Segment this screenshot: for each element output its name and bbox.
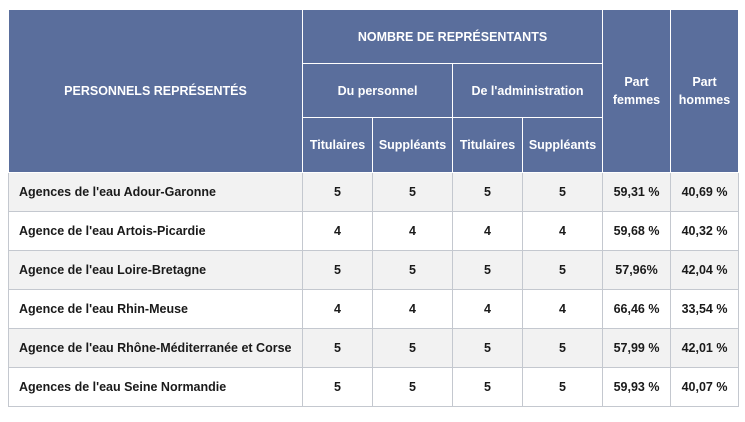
part-hommes: 33,54 % [671,290,739,329]
administration-suppleants: 4 [523,212,603,251]
part-hommes: 42,01 % [671,329,739,368]
part-femmes: 66,46 % [603,290,671,329]
header-suppleants-administration: Suppléants [523,118,603,173]
header-part-hommes: Part hommes [671,10,739,173]
administration-suppleants: 5 [523,368,603,407]
header-suppleants-personnel: Suppléants [373,118,453,173]
representatives-table [8,9,739,407]
administration-titulaires: 4 [453,212,523,251]
personnel-suppleants: 5 [373,329,453,368]
personnel-titulaires: 5 [303,251,373,290]
personnel-suppleants: 4 [373,212,453,251]
agency-name: Agence de l'eau Rhin-Meuse [9,290,303,329]
administration-suppleants: 5 [523,173,603,212]
header-personnels: PERSONNELS REPRÉSENTÉS [9,10,303,173]
administration-suppleants: 5 [523,251,603,290]
part-femmes: 59,93 % [603,368,671,407]
table-body [9,173,739,407]
administration-titulaires: 5 [453,368,523,407]
part-hommes: 40,32 % [671,212,739,251]
part-femmes: 59,31 % [603,173,671,212]
table-row [9,290,739,329]
agency-name: Agence de l'eau Artois-Picardie [9,212,303,251]
table-header [9,10,739,173]
personnel-titulaires: 5 [303,329,373,368]
administration-titulaires: 5 [453,251,523,290]
agency-name: Agences de l'eau Adour-Garonne [9,173,303,212]
table-row [9,212,739,251]
part-hommes: 40,07 % [671,368,739,407]
personnel-suppleants: 5 [373,368,453,407]
table-row [9,329,739,368]
table-container [8,9,739,407]
personnel-titulaires: 4 [303,212,373,251]
header-nombre: NOMBRE DE REPRÉSENTANTS [303,10,603,64]
administration-titulaires: 5 [453,173,523,212]
part-hommes: 40,69 % [671,173,739,212]
table-row [9,173,739,212]
header-titulaires-administration: Titulaires [453,118,523,173]
agency-name: Agence de l'eau Rhône-Méditerranée et Corse [9,329,303,368]
part-femmes: 59,68 % [603,212,671,251]
personnel-suppleants: 5 [373,173,453,212]
header-de-administration: De l'administration [453,64,603,118]
header-du-personnel: Du personnel [303,64,453,118]
part-femmes: 57,96% [603,251,671,290]
part-hommes: 42,04 % [671,251,739,290]
part-femmes: 57,99 % [603,329,671,368]
personnel-suppleants: 4 [373,290,453,329]
agency-name: Agence de l'eau Loire-Bretagne [9,251,303,290]
administration-titulaires: 5 [453,329,523,368]
table-row [9,368,739,407]
administration-suppleants: 5 [523,329,603,368]
agency-name: Agences de l'eau Seine Normandie [9,368,303,407]
personnel-suppleants: 5 [373,251,453,290]
header-titulaires-personnel: Titulaires [303,118,373,173]
table-row [9,251,739,290]
personnel-titulaires: 5 [303,368,373,407]
administration-titulaires: 4 [453,290,523,329]
header-part-femmes: Part femmes [603,10,671,173]
administration-suppleants: 4 [523,290,603,329]
personnel-titulaires: 4 [303,290,373,329]
personnel-titulaires: 5 [303,173,373,212]
